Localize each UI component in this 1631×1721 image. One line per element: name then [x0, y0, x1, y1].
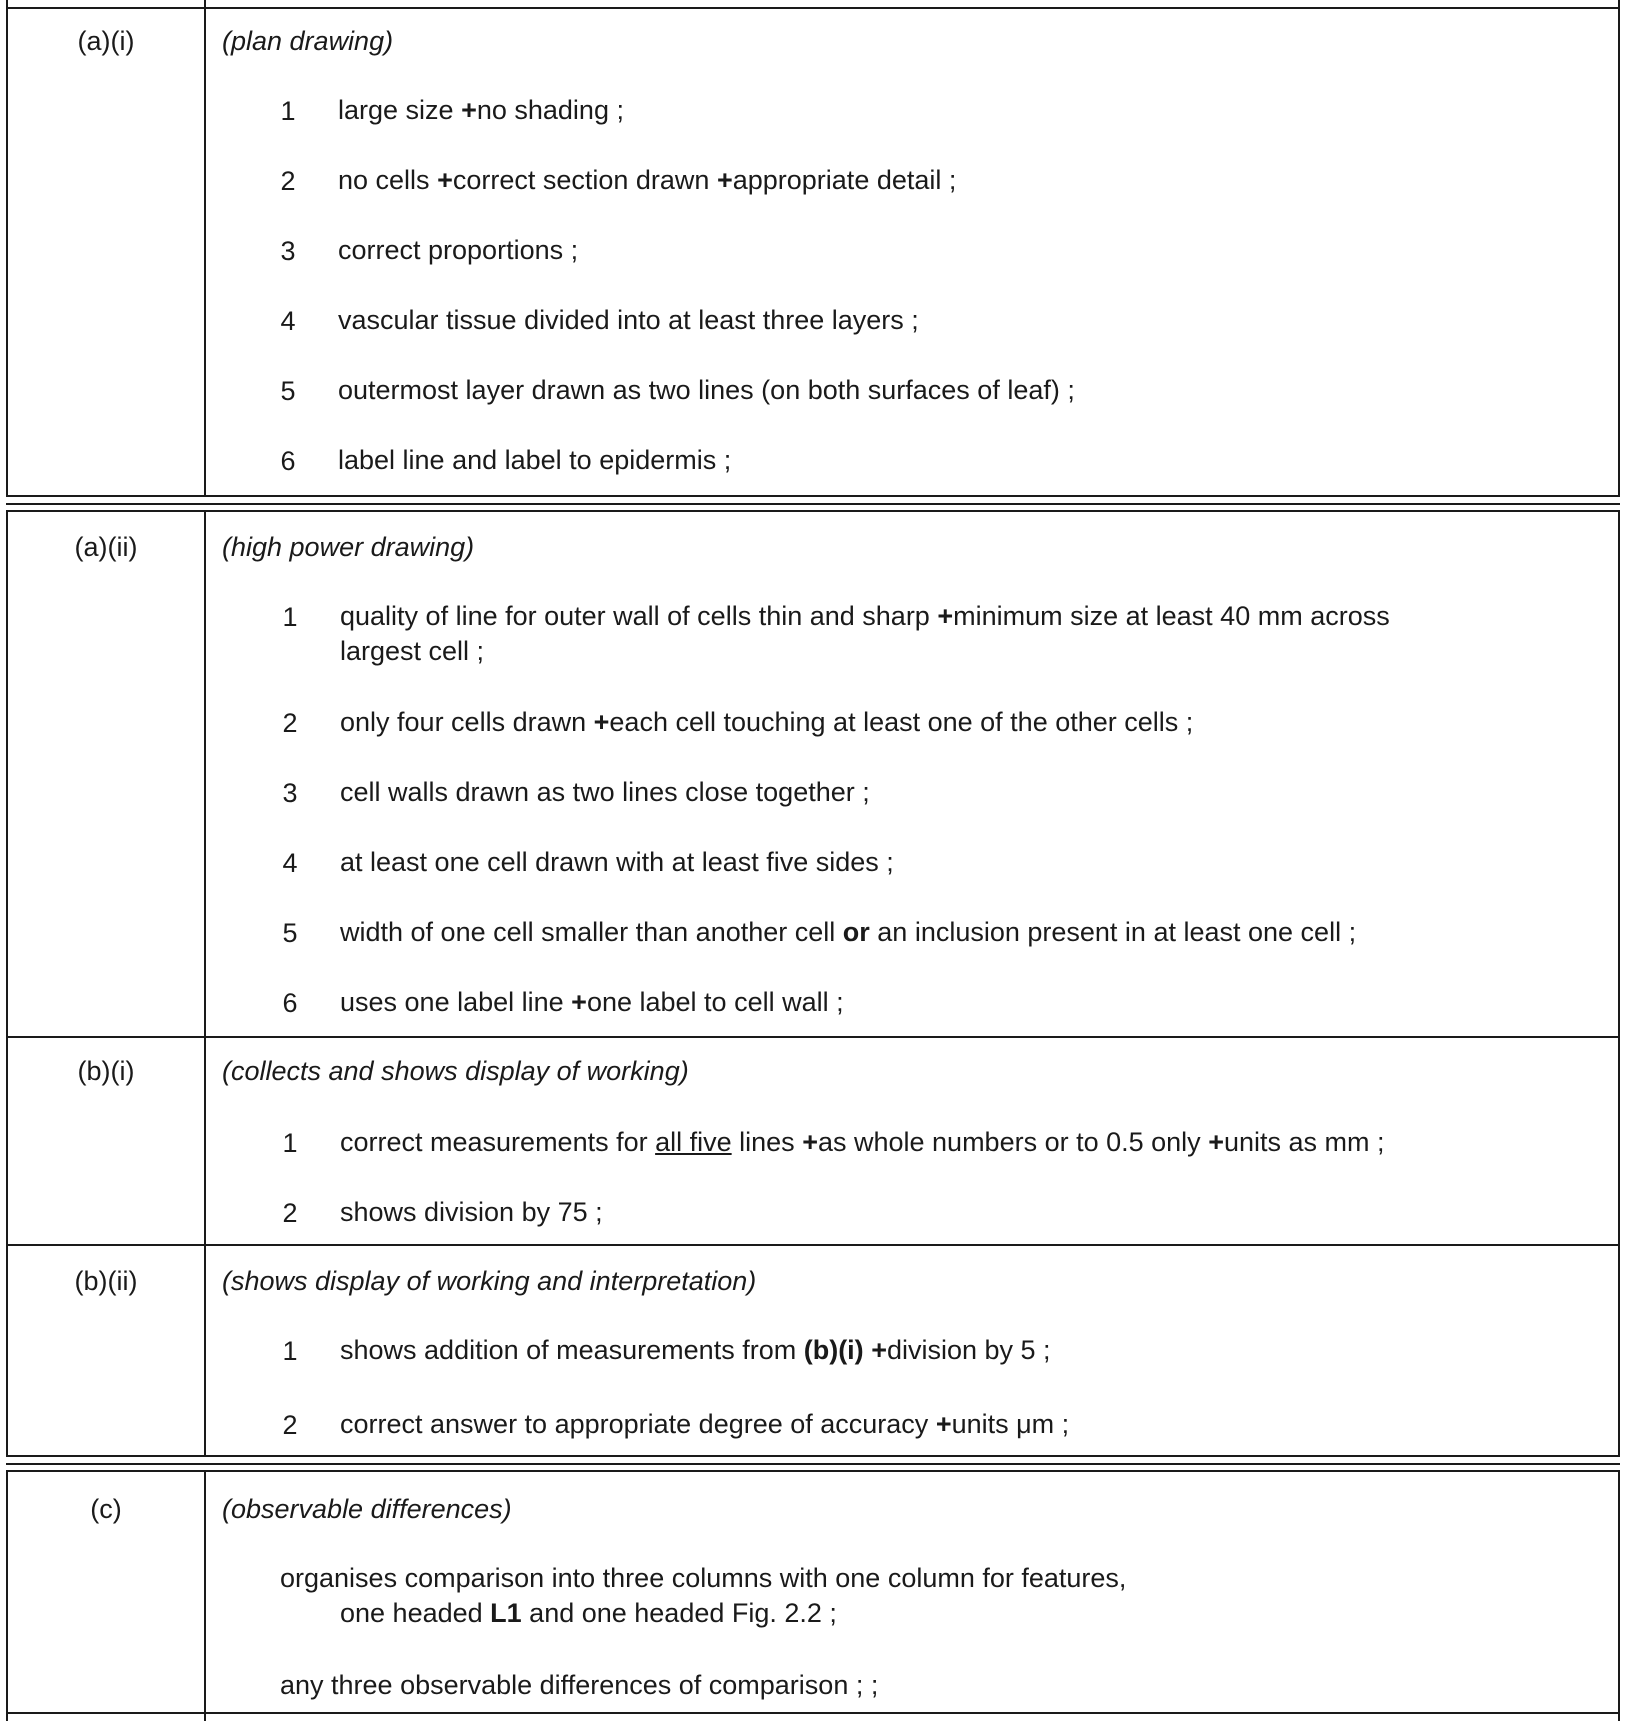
- section-heading: (collects and shows display of working): [222, 1056, 689, 1086]
- point-number: 6: [280, 446, 296, 476]
- mark-point: vascular tissue divided into at least three layers ;: [338, 305, 919, 335]
- mark-point: only four cells drawn +each cell touching at least one of the other cells ;: [340, 707, 1194, 737]
- section-b-ii: [6, 1244, 1620, 1457]
- point-number: 4: [282, 848, 298, 878]
- question-label: (a)(i): [77, 26, 135, 56]
- mark-point: uses one label line +one label to cell wall ;: [340, 987, 844, 1017]
- section-heading: (high power drawing): [222, 532, 475, 562]
- mark-point: cell walls drawn as two lines close together ;: [340, 777, 870, 807]
- mark-point: correct measurements for all five lines +as whole numbers or to 0.5 only +units as mm ;: [340, 1127, 1385, 1157]
- mark-point: shows addition of measurements from (b)(i) +division by 5 ;: [340, 1335, 1051, 1365]
- question-label: (b)(i): [77, 1056, 135, 1086]
- question-label: (a)(ii): [74, 532, 138, 562]
- point-number: 5: [280, 376, 296, 406]
- section-rule: [6, 1463, 1620, 1465]
- mark-point: shows division by 75 ;: [340, 1197, 603, 1227]
- section-heading: (plan drawing): [222, 26, 394, 56]
- point-number: 1: [280, 96, 296, 126]
- mark-point: quality of line for outer wall of cells thin and sharp +minimum size at least 40 mm across: [340, 601, 1390, 631]
- column-divider: [204, 1472, 206, 1721]
- section-c: [6, 1470, 1620, 1721]
- point-number: 2: [282, 1198, 298, 1228]
- mark-point-continuation: one headed L1 and one headed Fig. 2.2 ;: [340, 1598, 837, 1628]
- section-a-i: [6, 0, 1620, 497]
- section-a-ii: [6, 510, 1620, 1038]
- bottom-rule: [6, 1712, 1620, 1714]
- mark-point: organises comparison into three columns with one column for features,: [280, 1563, 1127, 1593]
- mark-point: large size +no shading ;: [338, 95, 624, 125]
- column-divider: [204, 1036, 206, 1244]
- question-label: (b)(ii): [74, 1266, 138, 1296]
- mark-point-continuation: largest cell ;: [340, 636, 485, 666]
- point-number: 6: [282, 988, 298, 1018]
- section-rule: [6, 503, 1620, 505]
- section-heading: (observable differences): [222, 1494, 512, 1524]
- mark-point: no cells +correct section drawn +appropriate detail ;: [338, 165, 957, 195]
- point-number: 2: [280, 166, 296, 196]
- column-divider: [204, 512, 206, 1036]
- section-b-i: [6, 1036, 1620, 1246]
- point-number: 1: [282, 1128, 298, 1158]
- mark-point: correct answer to appropriate degree of accuracy +units μm ;: [340, 1409, 1070, 1439]
- point-number: 5: [282, 918, 298, 948]
- point-number: 2: [282, 1410, 298, 1440]
- column-divider: [204, 0, 206, 495]
- point-number: 2: [282, 708, 298, 738]
- column-divider: [204, 1244, 206, 1455]
- question-label: (c): [90, 1494, 122, 1524]
- point-number: 1: [282, 1336, 298, 1366]
- point-number: 3: [280, 236, 296, 266]
- mark-point: outermost layer drawn as two lines (on both surfaces of leaf) ;: [338, 375, 1075, 405]
- mark-point: correct proportions ;: [338, 235, 579, 265]
- section-heading: (shows display of working and interpretation): [222, 1266, 757, 1296]
- mark-point: label line and label to epidermis ;: [338, 445, 732, 475]
- mark-point: width of one cell smaller than another cell or an inclusion present in at least one cell ;: [340, 917, 1357, 947]
- point-number: 4: [280, 306, 296, 336]
- point-number: 1: [282, 602, 298, 632]
- mark-point: any three observable differences of comparison ; ;: [280, 1670, 879, 1700]
- point-number: 3: [282, 778, 298, 808]
- mark-point: at least one cell drawn with at least five sides ;: [340, 847, 894, 877]
